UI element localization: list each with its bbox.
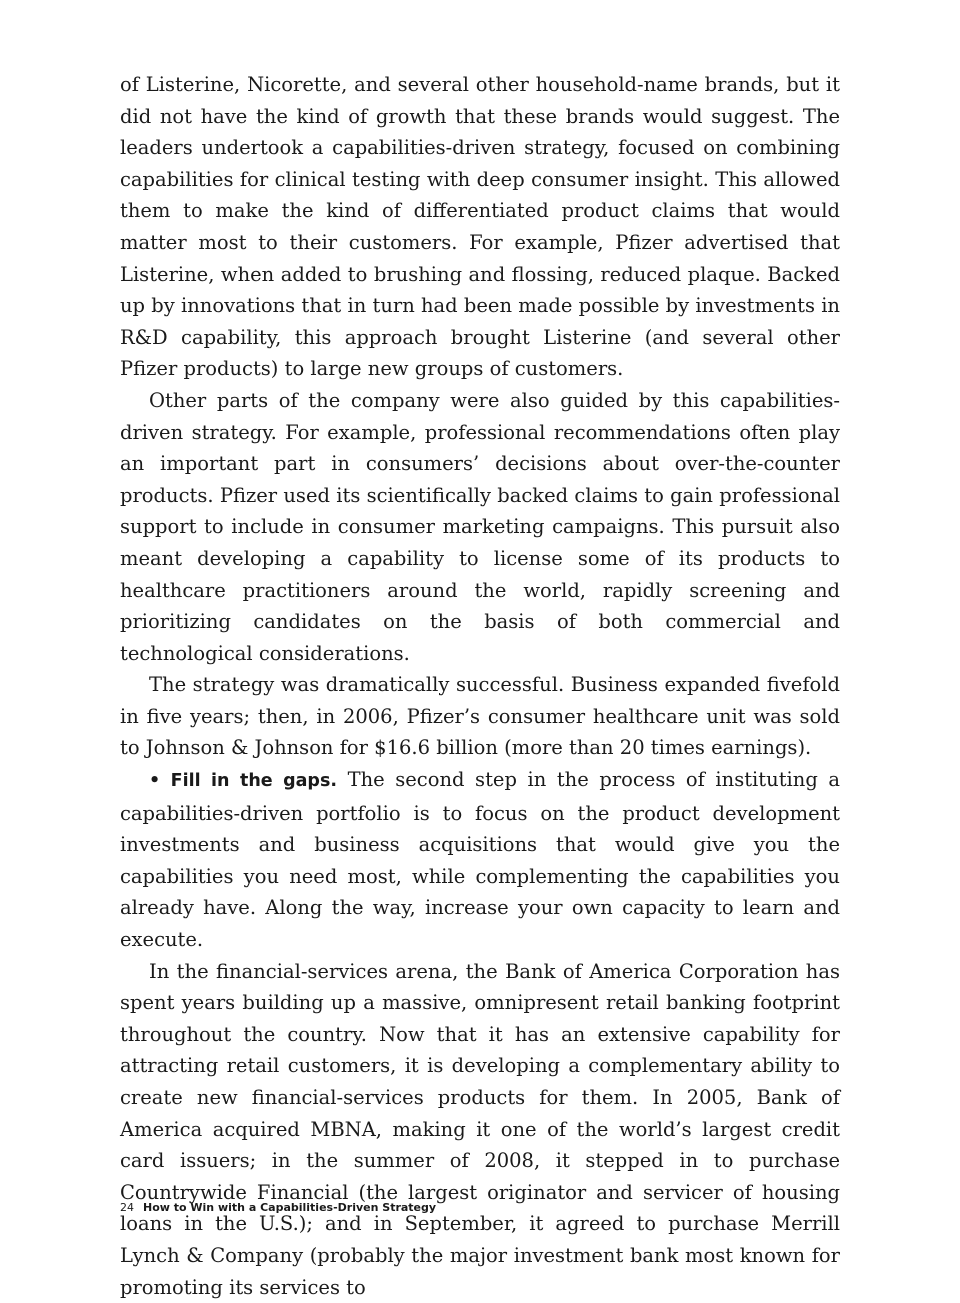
- paragraph-bank-of-america: In the financial-services arena, the Bank of America Corporation has spent years building up a massive, omnipresent retail banking footprint throughout the country. Now that it has an extensive capability for attracting retail customers, it is developing a complementary ability to create new financial-services products for them. In 2005, Bank of America acquired MBNA, making it one of the world’s largest credit card issuers; in the summer of 2008, it stepped in to purchase Countrywide Financial (the largest originator and servicer of housing loans in the U.S.); and in September, it agreed to purchase Merrill Lynch & Company (probably the major investment bank most known for promoting its services to: [120, 959, 840, 1299]
- page-footer: [120, 1201, 436, 1214]
- paragraph-strategy-success: The strategy was dramatically successful. Business expanded fivefold in five years; then, in 2006, Pfizer’s consumer healthcare unit was sold to Johnson & Johnson for $16.6 billion (more than 20 times earnings).: [120, 673, 840, 760]
- page-number: 24: [120, 1201, 134, 1214]
- bullet-lead-heading: • Fill in the gaps.: [149, 771, 338, 792]
- body-text: [120, 69, 840, 1303]
- paragraph-listerine: of Listerine, Nicorette, and several other household-name brands, but it did not have the kind of growth that these brands would suggest. The leaders undertook a capabilities-driven strategy, focused on combining capabilities for clinical testing with deep consumer insight. This allowed them to make the kind of differentiated product claims that would matter most to their customers. For example, Pfizer advertised that Listerine, when added to brushing and flossing, reduced plaque. Backed up by innovations that in turn had been made possible by investments in R&D capability, this approach brought Listerine (and several other Pfizer products) to large new groups of customers.: [120, 73, 840, 381]
- paragraph-other-parts: Other parts of the company were also guided by this capabilities-driven strategy. For example, professional recommendations often play an important part in consumers’ decisions about over-the-counter products. Pfizer used its scientifically backed claims to gain professional support to include in consumer marketing campaigns. This pursuit also meant developing a capability to license some of its products to healthcare practitioners around the world, rapidly screening and prioritizing candidates on the basis of both commercial and technological considerations.: [120, 388, 840, 665]
- paragraph-fill-gaps: [120, 764, 840, 956]
- running-title: How to Win with a Capabilities-Driven Strategy: [143, 1201, 437, 1214]
- bullet-body-text: The second step in the process of instituting a capabilities-driven portfolio is to focus on the product development investments and business acquisitions that would give you the capabilities you need most, while complementing the capabilities you already have. Along the way, increase your own capacity to learn and execute.: [120, 768, 840, 952]
